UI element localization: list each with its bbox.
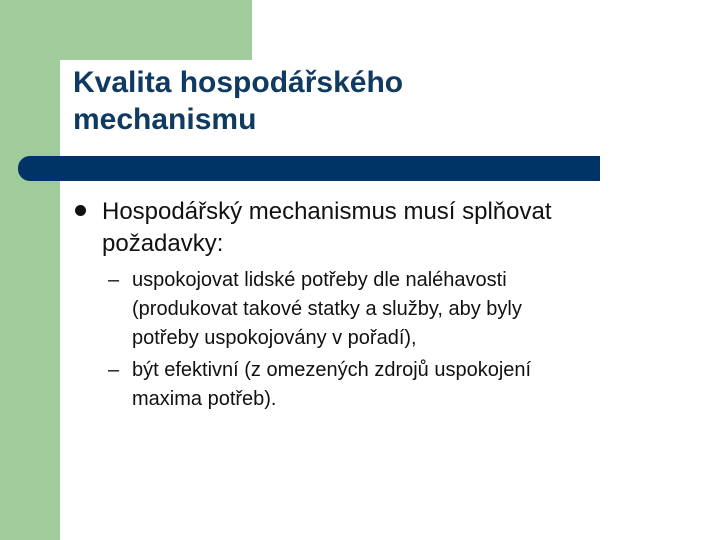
sub-bullet-item [108, 266, 668, 353]
sub-bullet-line: uspokojovat lidské potřeby dle naléhavosti [132, 269, 507, 291]
green-top-band [0, 0, 252, 60]
bullet-dot-icon [75, 205, 86, 216]
sub-bullet-item [108, 356, 668, 414]
bullet-text [102, 196, 672, 260]
slide-title-line: Kvalita hospodářského [73, 66, 404, 99]
green-side-band [0, 0, 60, 540]
dash-marker-icon: – [108, 269, 120, 291]
sub-bullet-line: (produkovat takové statky a služby, aby byly [132, 298, 522, 320]
sub-bullet-line: maxima potřeb). [132, 388, 277, 410]
sub-bullet-line: být efektivní (z omezených zdrojů uspokojení [132, 359, 532, 381]
bullet-text-line: požadavky: [102, 230, 224, 257]
sub-bullet-text [132, 356, 642, 414]
slide-title-line: mechanismu [73, 103, 257, 136]
sub-bullet-line: potřeby uspokojovány v pořadí), [132, 327, 417, 349]
bullet-text-line: Hospodářský mechanismus musí splňovat [102, 198, 552, 225]
slide-title [73, 64, 633, 138]
title-divider-bar [18, 156, 600, 181]
sub-bullet-list [108, 266, 668, 417]
dash-marker-icon: – [108, 359, 120, 381]
sub-bullet-text [132, 266, 642, 353]
